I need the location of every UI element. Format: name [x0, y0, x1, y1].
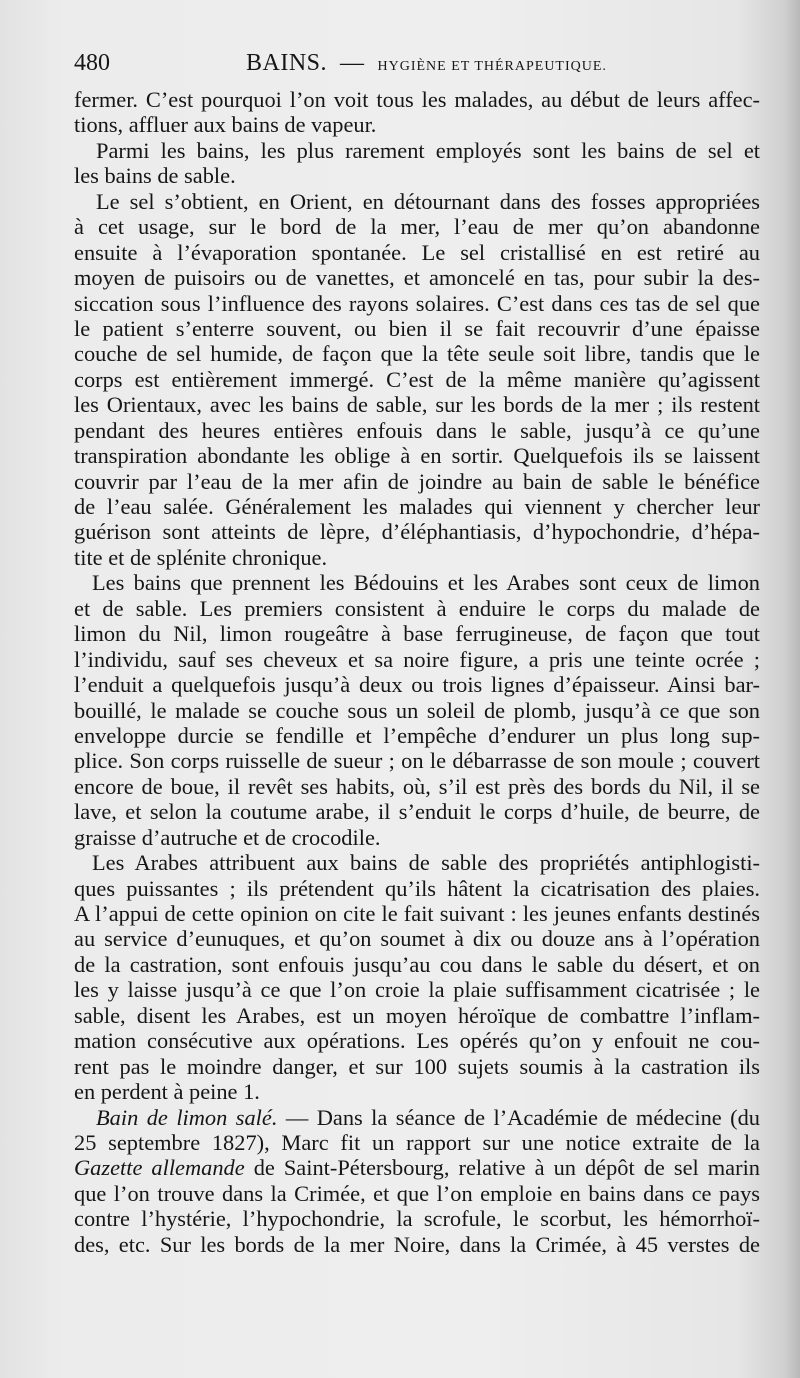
text-line: pendant des heures entières enfouis dans le sable, jusqu’à ce qu’une [74, 417, 760, 443]
text-line: transpiration abondante les oblige à en sortir. Quelquefois ils se laissent [74, 443, 760, 469]
text-line: fermer. C’est pourquoi l’on voit tous les malades, au début de leurs affec- [74, 87, 760, 112]
text-line: l’enduit a quelquefois jusqu’à deux ou trois lignes d’épaisseur. Ainsi bar- [74, 672, 760, 698]
text-line: à cet usage, sur le bord de la mer, l’eau de mer qu’on abandonne [74, 214, 760, 240]
text-line: lave, et selon la coutume arabe, il s’enduit le corps d’huile, de beurre, de [74, 799, 760, 825]
text-line: ensuite à l’évaporation spontanée. Le sel cristallisé en est retiré au [74, 239, 760, 265]
text-line: plice. Son corps ruisselle de sueur ; on le débarrasse de son moule ; couvert [74, 748, 760, 774]
text-line: des, etc. Sur les bords de la mer Noire, dans la Crimée, à 45 verstes de [74, 1231, 760, 1257]
text-line: moyen de puisoirs ou de vanettes, et amoncelé en tas, pour subir la des- [74, 265, 760, 291]
text-line: le patient s’enterre souvent, ou bien il se fait recouvrir d’une épaisse [74, 315, 760, 341]
text-line [74, 1105, 760, 1130]
text-line [74, 1155, 760, 1180]
text-line: les y laisse jusqu’à ce que l’on croie la plaie suffisamment cicatrisée ; le [74, 977, 760, 1003]
journal-title-italic: Gazette allemande [74, 1155, 245, 1181]
text-line: Les Arabes attribuent aux bains de sable des propriétés antiphlogisti- [92, 850, 760, 876]
text-line: au service d’eunuques, et qu’on soumet à dix ou douze ans à l’opération [74, 926, 760, 952]
text-line: 25 septembre 1827), Marc fit un rapport sur une notice extraite de la [74, 1129, 760, 1155]
text-line: Les bains que prennent les Bédouins et les Arabes sont ceux de limon [92, 570, 760, 596]
text-line: limon du Nil, limon rougeâtre à base ferrugineuse, de façon que tout [74, 621, 760, 647]
text-line: couche de sel humide, de façon que la tête seule soit libre, tandis que le [74, 341, 760, 367]
text-line: encore de boue, il revêt ses habits, où, s’il est près des bords du Nil, il se [74, 773, 760, 799]
header-dash: — [340, 50, 365, 76]
text-line: tite et de splénite chronique. [74, 544, 328, 570]
text-line: sable, disent les Arabes, est un moyen héroïque de combattre l’inflam- [74, 1002, 760, 1028]
text-line: A l’appui de cette opinion on cite le fait suivant : les jeunes enfants destinés [74, 901, 760, 926]
text-line: les Orientaux, avec les bains de sable, sur les bords de la mer ; ils restent [74, 392, 760, 418]
header-title: BAINS. [246, 50, 328, 76]
running-title [246, 50, 607, 77]
text-line: rent pas le moindre danger, et sur 100 sujets soumis à la castration ils [74, 1053, 760, 1079]
running-header [74, 50, 774, 80]
text-line: que l’on trouve dans la Crimée, et que l’on emploie en bains dans ce pays [74, 1180, 760, 1206]
text-line: de l’eau salée. Généralement les malades qui viennent y chercher leur [74, 494, 760, 519]
page-body [74, 87, 760, 1257]
text-fragment: de Saint-Pétersbourg, relative à un dépôt de sel marin [244, 1155, 760, 1181]
text-line: et de sable. Les premiers consistent à enduire le corps du malade de [74, 595, 760, 621]
text-line: Le sel s’obtient, en Orient, en détournant dans des fosses appropriées [96, 188, 760, 214]
header-subtitle: HYGIÈNE ET THÉRAPEUTIQUE. [377, 59, 607, 74]
text-line: siccation sous l’influence des rayons solaires. C’est dans ces tas de sel que [74, 290, 760, 316]
text-line: les bains de sable. [74, 163, 236, 189]
text-line: en perdent à peine 1. [74, 1079, 260, 1105]
text-line: Parmi les bains, les plus rarement employés sont les bains de sel et [96, 137, 760, 163]
text-line: contre l’hystérie, l’hypochondrie, la scrofule, le scorbut, les hémorrhoï- [74, 1206, 760, 1232]
text-line: l’individu, sauf ses cheveux et sa noire figure, a pris une teinte ocrée ; [74, 646, 760, 672]
section-heading-italic: Bain de limon salé. [96, 1104, 278, 1130]
text-line: de la castration, sont enfouis jusqu’au cou dans le sable du désert, et on [74, 951, 760, 977]
page-number: 480 [74, 50, 110, 76]
text-line: graisse d’autruche et de crocodile. [74, 824, 381, 850]
text-line: bouillé, le malade se couche sous un soleil de plomb, jusqu’à ce que son [74, 697, 760, 723]
text-line: ques puissantes ; ils prétendent qu’ils hâtent la cicatrisation des plaies. [74, 875, 760, 901]
text-line: corps est entièrement immergé. C’est de la même manière qu’agissent [74, 366, 760, 392]
text-fragment: — Dans la séance de l’Académie de médecine (du [277, 1104, 760, 1130]
text-line: couvrir par l’eau de la mer afin de joindre au bain de sable le bénéfice [74, 468, 760, 494]
text-line: guérison sont atteints de lèpre, d’éléphantiasis, d’hypochondrie, d’hépa- [74, 519, 760, 545]
text-line: tions, affluer aux bains de vapeur. [74, 112, 377, 138]
text-line: mation consécutive aux opérations. Les opérés qu’on y enfouit ne cou- [74, 1028, 760, 1054]
text-line: enveloppe durcie se fendille et l’empêche d’endurer un plus long sup- [74, 722, 760, 748]
